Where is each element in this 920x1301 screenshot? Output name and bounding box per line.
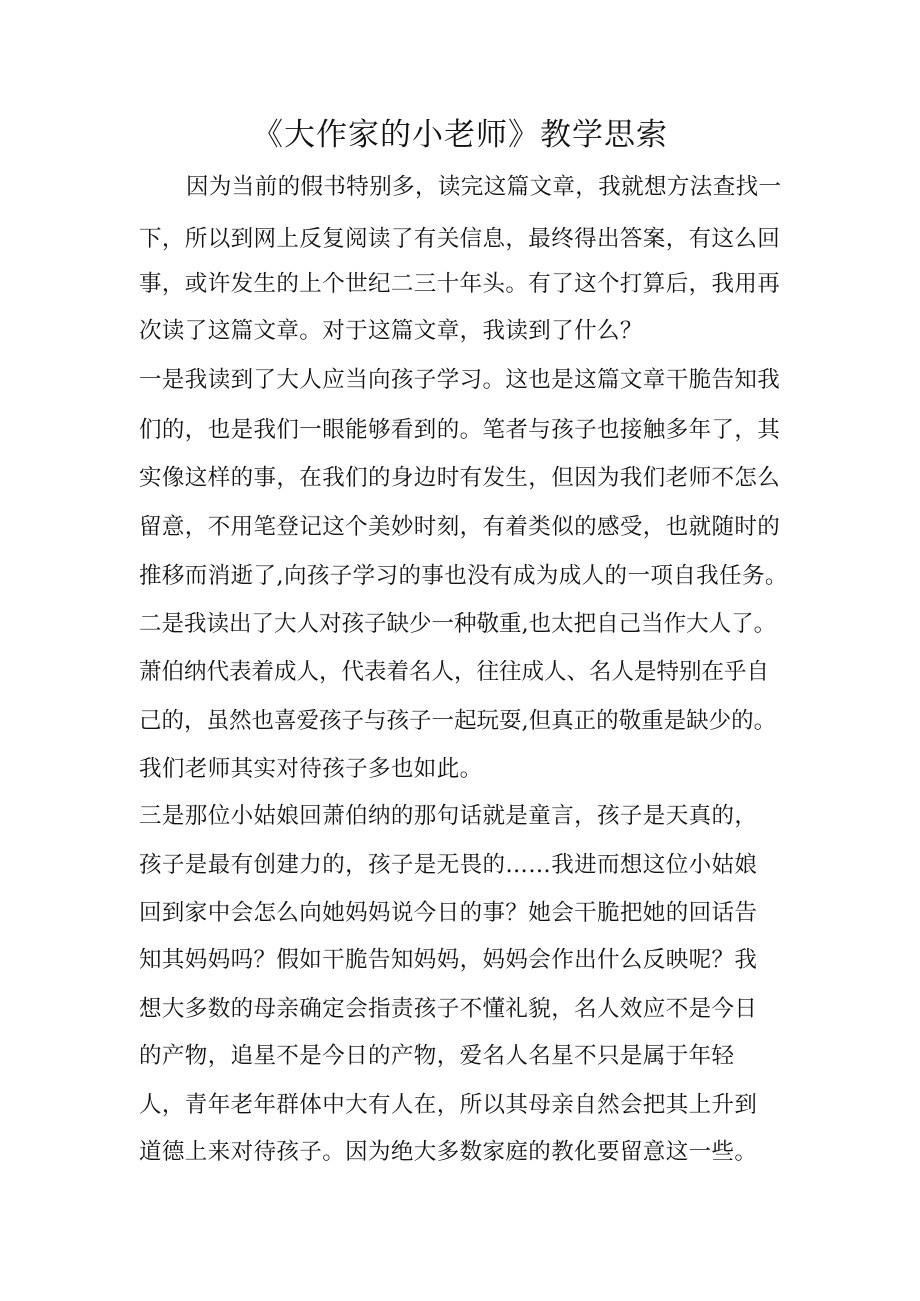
paragraph-line: 己的，虽然也喜爱孩子与孩子一起玩耍,但真正的敬重是缺少的。 xyxy=(139,708,777,734)
paragraph-line: 一是我读到了大人应当向孩子学习。这也是这篇文章干脆告知我 xyxy=(139,367,781,393)
paragraph-line: 二是我读出了大人对孩子缺少一种敬重,也太把自己当作大人了。 xyxy=(139,611,777,637)
paragraph-line: 下，所以到网上反复阅读了有关信息，最终得出答案，有这么回 xyxy=(139,226,781,252)
paragraph-line: 知其妈妈吗？假如干脆告知妈妈，妈妈会作出什么反映呢？我 xyxy=(139,947,758,973)
paragraph-line: 孩子是最有创建力的，孩子是无畏的……我进而想这位小姑娘 xyxy=(139,852,758,878)
paragraph-line: 萧伯纳代表着成人，代表着名人，往往成人、名人是特别在乎自 xyxy=(139,659,770,685)
paragraph-line: 人，青年老年群体中大有人在，所以其母亲自然会把其上升到 xyxy=(139,1092,758,1118)
paragraph-line: 想大多数的母亲确定会指责孩子不懂礼貌，名人效应不是今日 xyxy=(139,996,758,1022)
paragraph-line: 回到家中会怎么向她妈妈说今日的事？她会干脆把她的回话告 xyxy=(139,900,758,926)
paragraph-line: 实像这样的事，在我们的身边时有发生，但因为我们老师不怎么 xyxy=(139,465,781,491)
paragraph-line: 们的，也是我们一眼能够看到的。笔者与孩子也接触多年了，其 xyxy=(139,417,781,443)
paragraph-line: 推移而消逝了,向孩子学习的事也没有成为成人的一项自我任务。 xyxy=(139,563,788,589)
paragraph-line: 留意，不用笔登记这个美妙时刻，有着类似的感受，也就随时的 xyxy=(139,514,781,540)
paragraph-line: 事，或许发生的上个世纪二三十年头。有了这个打算后，我用再 xyxy=(139,271,781,297)
document-title: 《大作家的小老师》教学思索 xyxy=(252,117,668,153)
paragraph-line: 三是那位小姑娘回萧伯纳的那句话就是童言，孩子是天真的， xyxy=(139,803,758,829)
paragraph-line: 道德上来对待孩子。因为绝大多数家庭的教化要留意这一些。 xyxy=(139,1139,758,1165)
paragraph-line: 的产物，追星不是今日的产物，爱名人名星不只是属于年轻 xyxy=(139,1043,735,1069)
paragraph-line: 因为当前的假书特别多，读完这篇文章，我就想方法查找一 xyxy=(186,174,782,200)
paragraph-line: 次读了这篇文章。对于这篇文章，我读到了什么？ xyxy=(139,318,643,344)
paragraph-line: 我们老师其实对待孩子多也如此。 xyxy=(139,756,483,782)
